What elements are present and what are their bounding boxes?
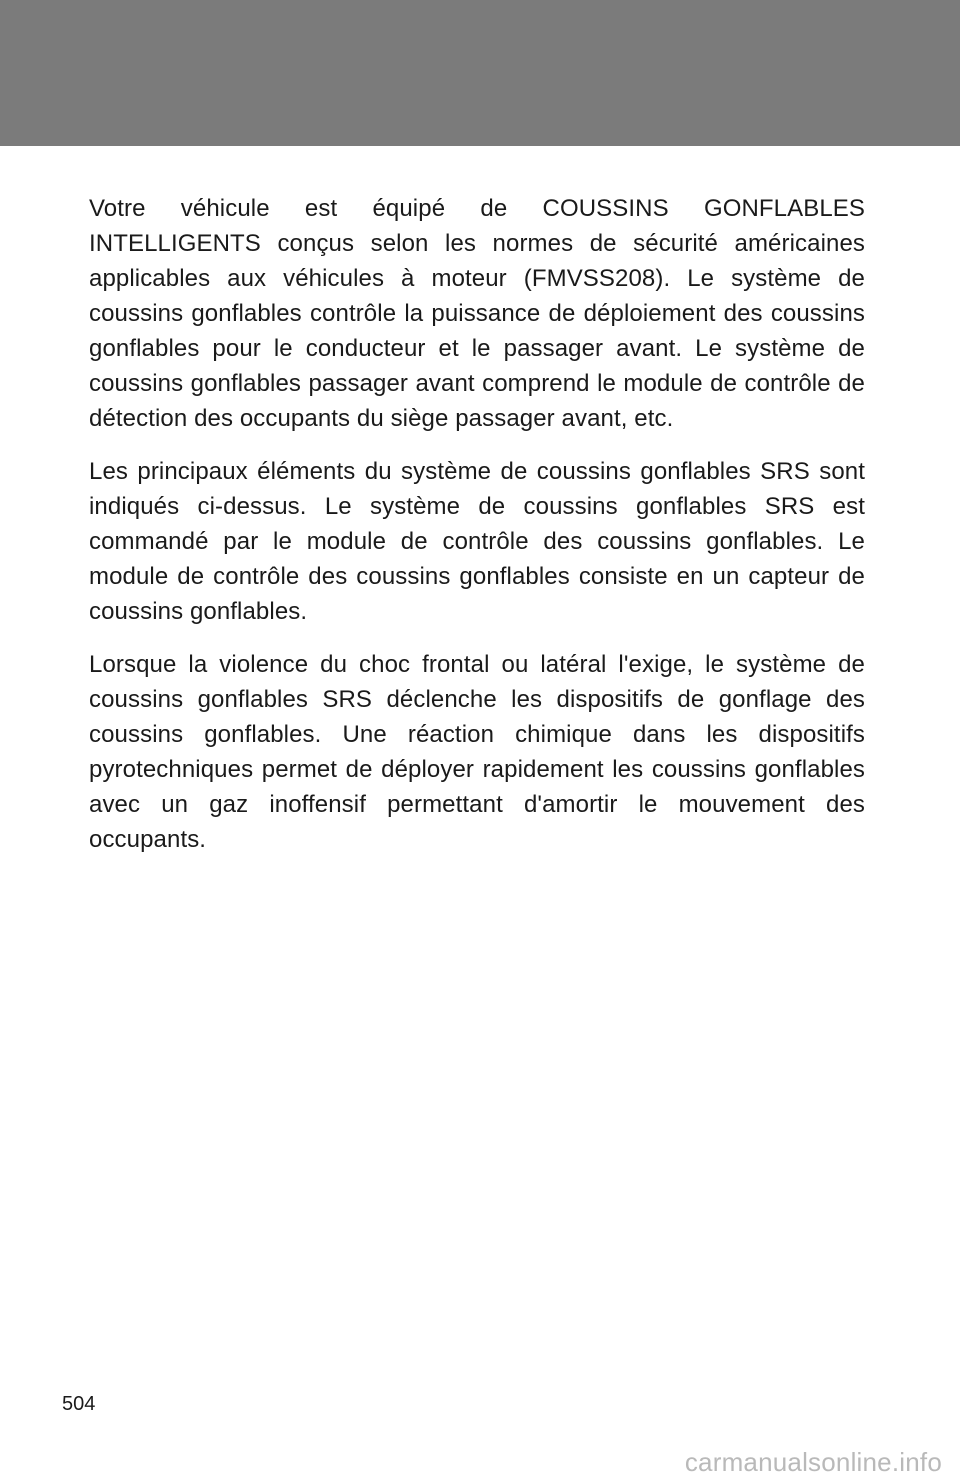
paragraph-deployment: Lorsque la violence du choc frontal ou latéral l'exige, le système de coussins gonflables SRS déclenche les dispositifs de gonflage des coussins gonflables. Une réaction chimique dans les dispositifs pyrotechniques permet de déployer rapidement les coussins gonflables avec un gaz inoffensif permettant d'amortir le mouvement des occupants. xyxy=(89,651,865,853)
page-number: 504 xyxy=(62,1393,96,1415)
body-text xyxy=(89,191,865,875)
paragraph-smart-airbags: Votre véhicule est équipé de COUSSINS GONFLABLES INTELLIGENTS conçus selon les normes de sécurité américaines applicables aux véhicules à moteur (FMVSS208). Le système de coussins gonflables contrôle la puissance de déploiement des coussins gonflables pour le conducteur et le passager avant. Le système de coussins gonflables passager avant comprend le module de contrôle de détection des occupants du siège passager avant, etc. xyxy=(89,195,865,432)
watermark: carmanualsonline.info xyxy=(684,1447,942,1477)
paragraph-srs-components: Les principaux éléments du système de coussins gonflables SRS sont indiqués ci-dessus. Le système de coussins gonflables SRS est commandé par le module de contrôle des coussins gonflables. Le module de contrôle des coussins gonflables consiste en un capteur de coussins gonflables. xyxy=(89,458,865,625)
header-band xyxy=(0,0,960,146)
